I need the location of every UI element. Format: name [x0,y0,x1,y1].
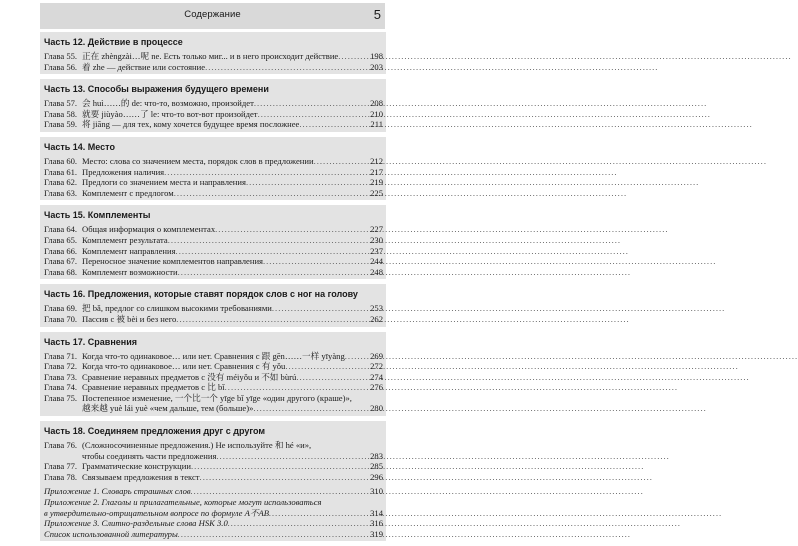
chapter-number: Глава 60. [44,155,78,166]
part-15 [40,205,386,279]
table-of-contents [40,32,386,546]
chapter-page: 203 [370,61,383,72]
chapter-number: Глава 58. [44,108,78,119]
chapter-number: Глава 78. [44,471,78,482]
leader-dots [258,109,369,120]
leader-dots [338,51,368,62]
leader-dots [296,372,368,383]
chapter-number: Глава 73. [44,371,78,382]
chapter-number: Глава 69. [44,303,78,314]
chapter-number: Глава 70. [44,313,78,324]
chapter-title: Предлоги со значением места и направления [82,177,246,188]
leader-dots [174,188,368,199]
leader-dots [263,256,368,267]
chapter-title: 正在 zhèngzài…呢 ne. Есть только миг... и в него происходит действие [82,51,339,61]
toc-entry[interactable] [44,224,383,235]
toc-entry[interactable] [44,440,383,451]
chapter-page: 198 [370,51,383,61]
chapter-page: 244 [370,256,383,267]
appendix-entry[interactable] [44,497,383,508]
leader-dots [164,167,368,178]
chapter-page: 280 [370,403,383,414]
chapter-number: Глава 68. [44,266,78,277]
part-title: Часть 18. Соединяем предложения друг с другом [44,426,266,437]
toc-entry[interactable] [44,303,383,314]
chapter-page: 210 [370,108,383,119]
toc-entry[interactable] [44,235,383,246]
leader-dots [254,98,368,109]
chapter-number: Глава 72. [44,361,78,372]
leader-dots [225,382,368,393]
leader-dots [200,472,369,483]
leader-dots [216,451,368,462]
chapter-title-continuation: чтобы соединять части предложения [82,450,217,461]
chapter-page: 283 [370,450,383,461]
chapter-title-continuation: 越来越 yuè lái yuè «чем дальше, тем (больше)» [82,403,254,414]
toc-entry[interactable] [44,393,383,404]
chapter-title: 把 bǎ, предлог со слишком высокими требованиями [82,303,272,314]
chapter-number: Глава 59. [44,119,78,130]
leader-dots [191,461,368,472]
bibliography-page: 319 [370,528,383,539]
part-title: Часть 13. Способы выражения будущего времени [44,84,269,95]
chapter-number: Глава 65. [44,234,78,245]
chapter-page: 274 [370,371,383,382]
leader-dots [269,508,368,519]
toc-entry[interactable] [44,119,383,130]
chapter-page: 248 [370,266,383,277]
appendices [44,486,383,539]
running-header [40,3,385,29]
leader-dots [228,518,368,529]
leader-dots [178,529,368,540]
chapter-page: 219 [370,177,383,188]
appendix-title: Приложение 3. Слитно-раздельные слова HSK 3.0 [44,518,228,529]
appendix-page: 314 [370,507,383,518]
leader-dots [205,62,368,73]
chapter-page: 272 [370,361,383,372]
chapter-number: Глава 67. [44,256,78,267]
toc-entry[interactable] [44,256,383,267]
chapter-title: Когда что-то одинаковое… или нет. Сравнения с 有 yǒu [82,361,286,372]
chapter-number: Глава 56. [44,61,78,72]
appendix-entry-continuation[interactable] [44,508,383,519]
part-title: Часть 15. Комплементы [44,210,151,221]
leader-dots [314,156,369,167]
leader-dots [299,119,368,130]
chapter-number: Глава 75. [44,392,78,403]
toc-entry[interactable] [44,188,383,199]
leader-dots [272,303,368,314]
leader-dots [246,177,368,188]
chapter-page: 217 [370,166,383,177]
header-title: Содержание [184,9,241,20]
chapter-number: Глава 62. [44,177,78,188]
chapter-number: Глава 64. [44,224,78,235]
leader-dots [285,361,368,372]
chapter-page: 211 [370,119,383,130]
bibliography-title: Список использованной литературы [44,528,178,539]
chapter-title: Общая информация о комплементах [82,224,216,235]
appendix-title: Приложение 1. Словарь страшных слов [44,486,191,497]
part-title: Часть 14. Место [44,141,115,152]
toc-entry[interactable] [44,351,383,362]
bibliography-entry[interactable] [44,529,383,540]
chapter-page: 208 [370,98,383,109]
chapter-number: Глава 55. [44,51,78,61]
chapter-title: 会 huì……的 de: что-то, возможно, произойдет [82,98,254,109]
page-number: 5 [373,7,381,22]
chapter-title: Комплемент направления [82,245,176,256]
chapter-title: Комплемент с предлогом [82,187,174,198]
part-12 [40,32,386,74]
part-13 [40,79,386,132]
toc-entry[interactable] [44,472,383,483]
chapter-page: 237 [370,245,383,256]
chapter-title: Когда что-то одинаковое… или нет. Сравнения с 跟 gēn……一样 yīyàng [82,350,345,361]
toc-entry[interactable] [44,109,383,120]
chapter-number: Глава 74. [44,382,78,393]
chapter-title: Место: слова со значением места, порядок слов в предложении [82,155,314,166]
toc-entry[interactable] [44,98,383,109]
chapter-number: Глава 66. [44,245,78,256]
chapter-page: 230 [370,234,383,245]
chapter-number: Глава 71. [44,350,78,361]
leader-dots [176,314,368,325]
leader-dots [253,403,368,414]
toc-entry[interactable] [44,246,383,257]
appendix-title: Приложение 2. Глаголы и прилагательные, которые могут использоваться [44,497,322,508]
part-17 [40,332,386,417]
toc-entry[interactable] [44,62,383,73]
part-title: Часть 17. Сравнения [44,336,137,347]
chapter-title: 着 zhe — действие или состояние [82,61,206,72]
toc-entry[interactable] [44,314,383,325]
chapter-page: 227 [370,224,383,235]
toc-entry[interactable] [44,267,383,278]
toc-entry[interactable] [44,461,383,472]
chapter-page: 212 [370,155,383,166]
chapter-title: 就要 jiùyào……了 le: что-то вот-вот произойдет [82,108,258,119]
chapter-page: 269 [370,350,383,361]
toc-entry[interactable] [44,382,383,393]
chapter-title: 将 jiāng — для тех, кому хочется будущее время посложнее [82,119,300,130]
chapter-title: Комплемент возможности [82,266,178,277]
chapter-page: 296 [370,471,383,482]
appendix-entry[interactable] [44,486,383,497]
chapter-title: Сравнение неравных предметов с 没有 méiyǒu и 不如 bùrú [82,371,297,382]
chapter-number: Глава 63. [44,187,78,198]
toc-entry-continuation[interactable] [44,451,383,462]
leader-dots [168,235,368,246]
chapter-title: Постепенное изменение, 一个比一个 yīge bǐ yīge «один другого (краше)», [82,392,352,403]
toc-entry-continuation[interactable] [44,403,383,414]
leader-dots [178,267,368,278]
leader-dots [191,486,369,497]
chapter-title: Связываем предложения в текст [82,471,200,482]
chapter-number: Глава 77. [44,461,78,472]
chapter-page: 225 [370,187,383,198]
chapter-number: Глава 61. [44,166,78,177]
toc-entry[interactable] [44,167,383,178]
chapter-title: Сравнение неравных предметов с 比 bǐ [82,382,225,393]
chapter-page: 262 [370,313,383,324]
toc-entry[interactable] [44,372,383,383]
chapter-number: Глава 57. [44,98,78,109]
chapter-number: Глава 76. [44,440,78,451]
part-title: Часть 16. Предложения, которые ставят порядок слов с ног на голову [44,289,358,300]
chapter-page: 276 [370,382,383,393]
toc-entry[interactable] [44,51,383,62]
chapter-title: Грамматические конструкции [82,461,191,472]
part-14 [40,137,386,200]
chapter-title: Предложения наличия [82,166,165,177]
part-title: Часть 12. Действие в процессе [44,37,183,47]
chapter-title: Пассив с 被 bèi и без него [82,313,177,324]
chapter-title: Переносное значение комплементов направления [82,256,263,267]
toc-entry[interactable] [44,177,383,188]
chapter-page: 285 [370,461,383,472]
part-18 [40,421,386,541]
toc-entry[interactable] [44,156,383,167]
leader-dots [215,224,368,235]
appendix-title-continuation: в утвердительно-отрицательном вопросе по формуле A不AB [44,507,269,518]
part-16 [40,284,386,326]
chapter-title: (Сложносочиненные предложения.) Не используйте 和 hé «и», [82,440,312,451]
toc-entry[interactable] [44,361,383,372]
chapter-page: 253 [370,303,383,314]
appendix-page: 310 [370,486,383,497]
leader-dots [176,246,369,257]
appendix-entry[interactable] [44,518,383,529]
appendix-page: 316 [370,518,383,529]
leader-dots [345,351,368,362]
chapter-title: Комплемент результата [82,234,168,245]
